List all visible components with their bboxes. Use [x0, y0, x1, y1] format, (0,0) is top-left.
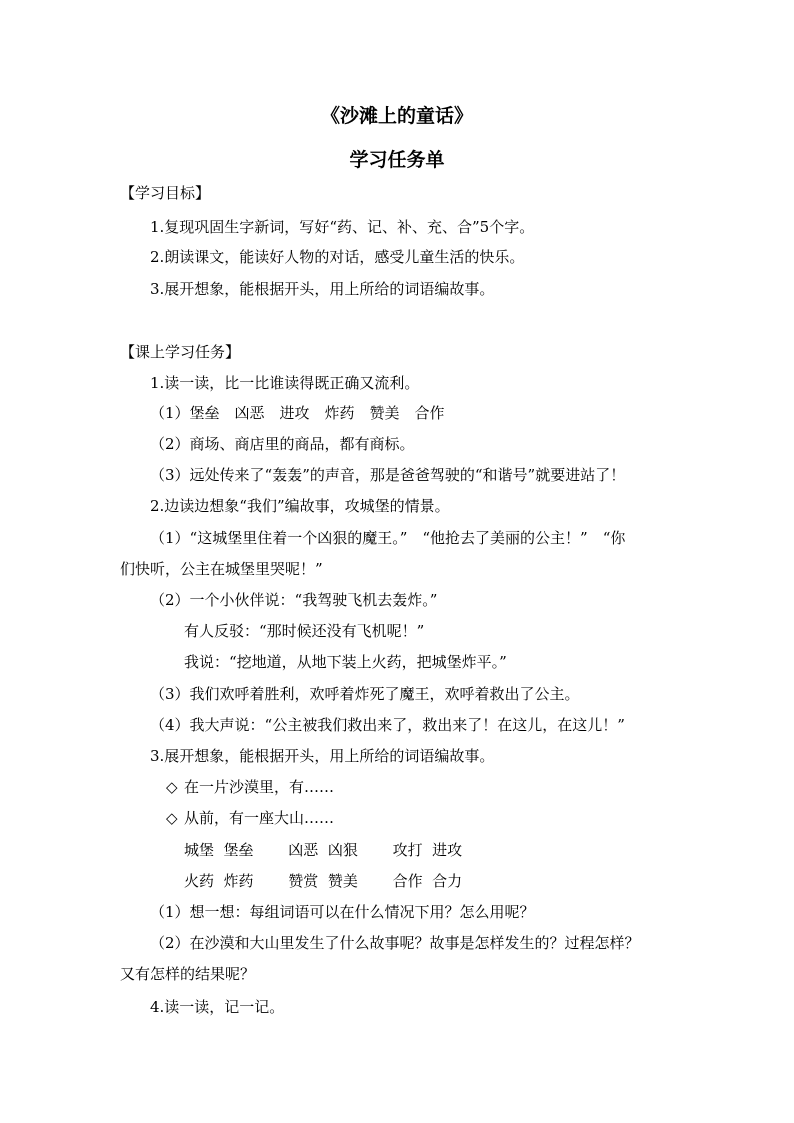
- goal-item-2: 2.朗读课文，能读好人物的对话，感受儿童生活的快乐。: [150, 248, 525, 266]
- task-1-item-3: （3）远处传来了“轰轰”的声音，那是爸爸驾驶的“和谐号”就要进站了！: [150, 466, 626, 484]
- task-3-question-2: （2）在沙漠和大山里发生了什么故事呢？故事是怎样发生的？过程怎样？: [150, 934, 640, 952]
- task-3-option-1: [166, 776, 726, 798]
- task-2-item-2: （2）一个小伙伴说：“我驾驶飞机去轰炸。”: [150, 591, 438, 609]
- task-2-item-4: （4）我大声说：“公主被我们救出来了，救出来了！在这儿，在这儿！”: [150, 716, 625, 734]
- task-1-item-2: （2）商场、商店里的商品，都有商标。: [150, 435, 415, 453]
- task-2-item-1a: （1）“这城堡里住着一个凶狠的魔王。” “他抢去了美丽的公主！” “你: [150, 529, 626, 547]
- task-3: 3.展开想象，能根据开头，用上所给的词语编故事。: [150, 747, 495, 765]
- doc-title: 《沙滩上的童话》: [320, 105, 473, 127]
- task-3-words-row-2: 火药 炸药 赞赏 赞美 合作 合力: [184, 872, 463, 890]
- task-2-item-1b: 们快听，公主在城堡里哭呢！”: [120, 560, 323, 578]
- diamond-bullet-icon: ◇: [166, 778, 178, 796]
- task-3-option-2: [166, 807, 726, 829]
- task-4: 4.读一读，记一记。: [150, 998, 285, 1016]
- task-2-item-2-me: 我说：“挖地道，从地下装上火药，把城堡炸平。”: [184, 653, 507, 671]
- tasks-heading: 【课上学习任务】: [120, 343, 241, 361]
- task-3-question-1: （1）想一想：每组词语可以在什么情况下用？怎么用呢？: [150, 903, 535, 921]
- task-2-item-3: （3）我们欢呼着胜利，欢呼着炸死了魔王，欢呼着救出了公主。: [150, 685, 580, 703]
- task-1: 1.读一读，比一比谁读得既正确又流利。: [150, 374, 420, 392]
- task-3-words-row-1: 城堡 堡垒 凶恶 凶狠 攻打 进攻: [184, 841, 463, 859]
- task-1-item-1: （1）堡垒 凶恶 进攻 炸药 赞美 合作: [150, 404, 445, 422]
- goal-item-1: 1.复现巩固生字新词，写好“药、记、补、充、合”5个字。: [150, 218, 535, 236]
- goal-item-3: 3.展开想象，能根据开头，用上所给的词语编故事。: [150, 280, 495, 298]
- task-2-item-2-reply: 有人反驳：“那时候还没有飞机呢！”: [184, 622, 425, 640]
- task-2: 2.边读边想象“我们”编故事，攻城堡的情景。: [150, 497, 450, 515]
- diamond-bullet-icon: ◇: [166, 809, 178, 827]
- task-3-question-2-cont: 又有怎样的结果呢？: [120, 965, 256, 983]
- goals-heading: 【学习目标】: [120, 184, 211, 202]
- doc-subtitle: 学习任务单: [349, 149, 445, 171]
- task-3-option-1-text: 在一片沙漠里，有……: [184, 778, 335, 796]
- task-3-option-2-text: 从前，有一座大山……: [184, 809, 335, 827]
